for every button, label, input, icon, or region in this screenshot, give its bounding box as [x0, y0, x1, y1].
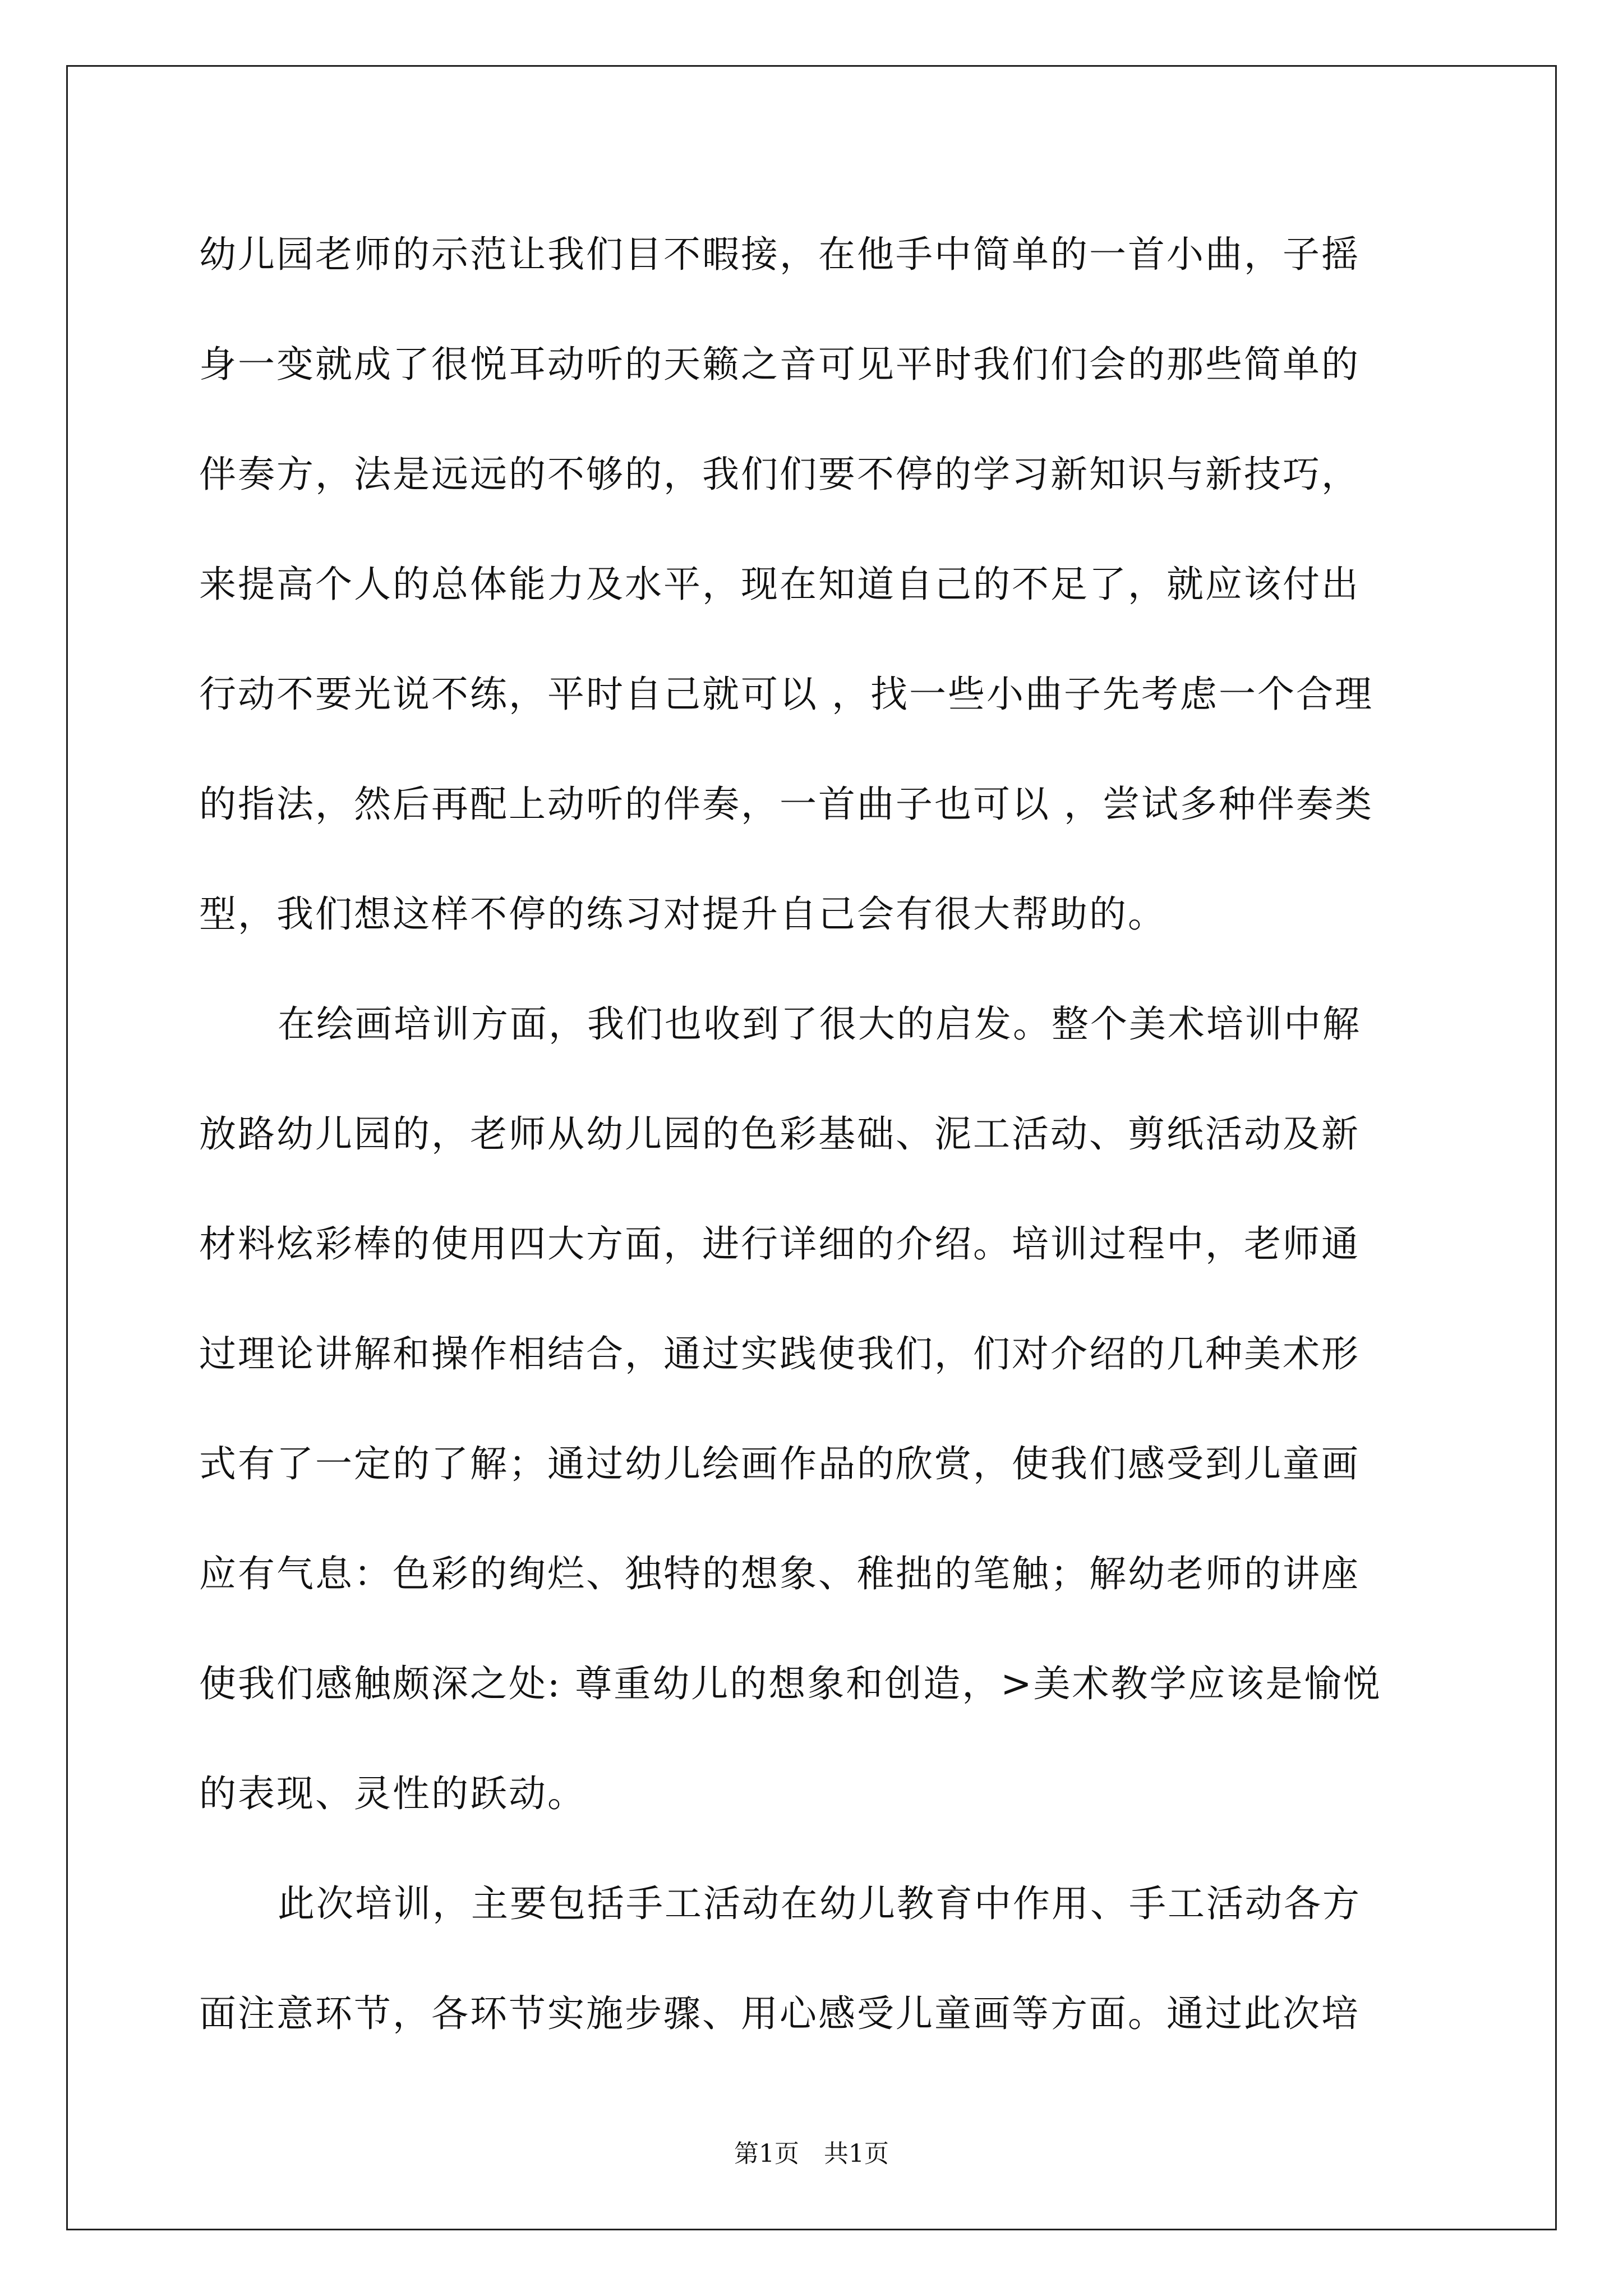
text-line: 的指法，然后再配上动听的伴奏，一首曲子也可以 ，尝试多种伴奏类: [199, 783, 1373, 826]
text-line: 过理论讲解和操作相结合，通过实践使我们，们对介绍的几种美术形: [199, 1332, 1360, 1375]
text-line: 型，我们想这样不停的练习对提升自己会有很大帮助的。: [199, 892, 1166, 936]
text-line: 身一变就成了很悦耳动听的天籁之音可见平时我们们会的那些简单的: [199, 343, 1360, 386]
text-line: 放路幼儿园的，老师从幼儿园的色彩基础、泥工活动、剪纸活动及新: [199, 1112, 1360, 1156]
text-line: 伴奏方，法是远远的不够的，我们们要不停的学习新知识与新技巧，: [199, 453, 1360, 496]
document-body: [199, 222, 1427, 2091]
text-line: 行动不要光说不练，平时自己就可以 ，找一些小曲子先考虑一个合理: [199, 673, 1373, 716]
text-line: 式有了一定的了解；通过幼儿绘画作品的欣赏，使我们感受到儿童画: [199, 1442, 1360, 1485]
text-line: 幼儿园老师的示范让我们目不暇接，在他手中简单的一首小曲，子摇: [199, 233, 1360, 276]
text-line: 面注意环节，各环节实施步骤、用心感受儿童画等方面。通过此次培: [199, 1992, 1360, 2035]
text-line: 使我们感触颇深之处: 尊重幼儿的想象和创造，>美术教学应该是愉悦: [199, 1662, 1382, 1705]
paragraph-first-line: 在绘画培训方面，我们也收到了很大的启发。整个美术培训中解: [278, 1002, 1361, 1046]
text-line: 来提高个人的总体能力及水平，现在知道自己的不足了，就应该付出: [199, 563, 1360, 606]
text-line: 应有气息：色彩的绚烂、独特的想象、稚拙的笔触；解幼老师的讲座: [199, 1552, 1360, 1595]
text-line: 材料炫彩棒的使用四大方面，进行详细的介绍。培训过程中，老师通: [199, 1222, 1360, 1266]
text-line: 的表现、灵性的跃动。: [199, 1772, 586, 1815]
page-number-footer: 第1页 共1页: [734, 2139, 889, 2168]
paragraph-first-line: 此次培训，主要包括手工活动在幼儿教育中作用、手工活动各方: [278, 1882, 1361, 1925]
